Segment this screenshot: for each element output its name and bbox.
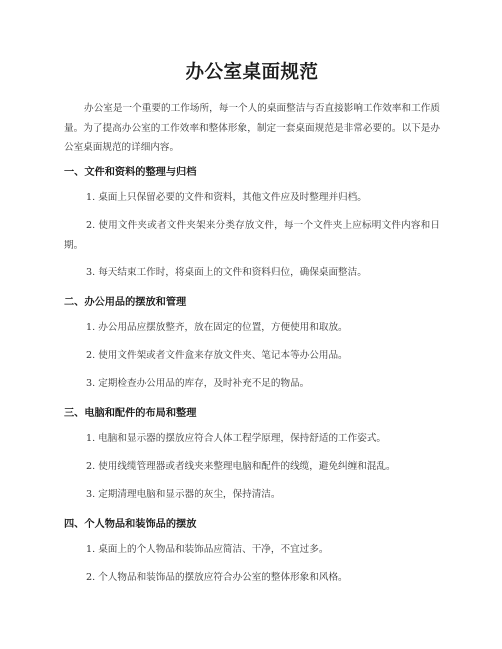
intro-paragraph: 办公室是一个重要的工作场所，每一个人的桌面整洁与否直接影响工作效率和工作质量。为了提高办公室的工作效率和整体形象，制定一套桌面规范是非常必要的。以下是办公室桌面规范的详细内容。 [64, 103, 440, 153]
section-heading-3: 三、电脑和配件的布局和整理 [64, 408, 197, 419]
section-1-item-1: 1. 桌面上只保留必要的文件和资料，其他文件应及时整理并归档。 [86, 192, 367, 203]
section-heading-4: 四、个人物品和装饰品的摆放 [64, 519, 197, 530]
section-1-item-2: 2. 使用文件夹或者文件夹架来分类存放文件，每一个文件夹上应标明文件内容和日期。 [64, 220, 440, 251]
section-heading-1: 一、文件和资料的整理与归档 [64, 167, 197, 178]
section-4-item-1: 1. 桌面上的个人物品和装饰品应简洁、干净，不宜过多。 [86, 544, 329, 555]
section-2-item-2: 2. 使用文件架或者文件盒来存放文件夹、笔记本等办公用品。 [86, 350, 348, 361]
page-title: 办公室桌面规范 [185, 62, 319, 83]
section-2-item-3: 3. 定期检查办公用品的库存，及时补充不足的物品。 [86, 378, 310, 389]
section-heading-2: 二、办公用品的摆放和管理 [64, 297, 187, 308]
section-2-item-1: 1. 办公用品应摆放整齐，放在固定的位置，方便使用和取放。 [86, 322, 348, 333]
section-3-item-2: 2. 使用线缆管理器或者线夹来整理电脑和配件的线缆，避免纠缠和混乱。 [86, 461, 396, 472]
section-3-item-3: 3. 定期清理电脑和显示器的灰尘，保持清洁。 [86, 489, 281, 500]
section-1-item-3: 3. 每天结束工作时，将桌面上的文件和资料归位，确保桌面整洁。 [86, 267, 367, 278]
section-4-item-2: 2. 个人物品和装饰品的摆放应符合办公室的整体形象和风格。 [86, 572, 348, 583]
section-3-item-1: 1. 电脑和显示器的摆放应符合人体工程学原理，保持舒适的工作姿式。 [86, 433, 387, 444]
